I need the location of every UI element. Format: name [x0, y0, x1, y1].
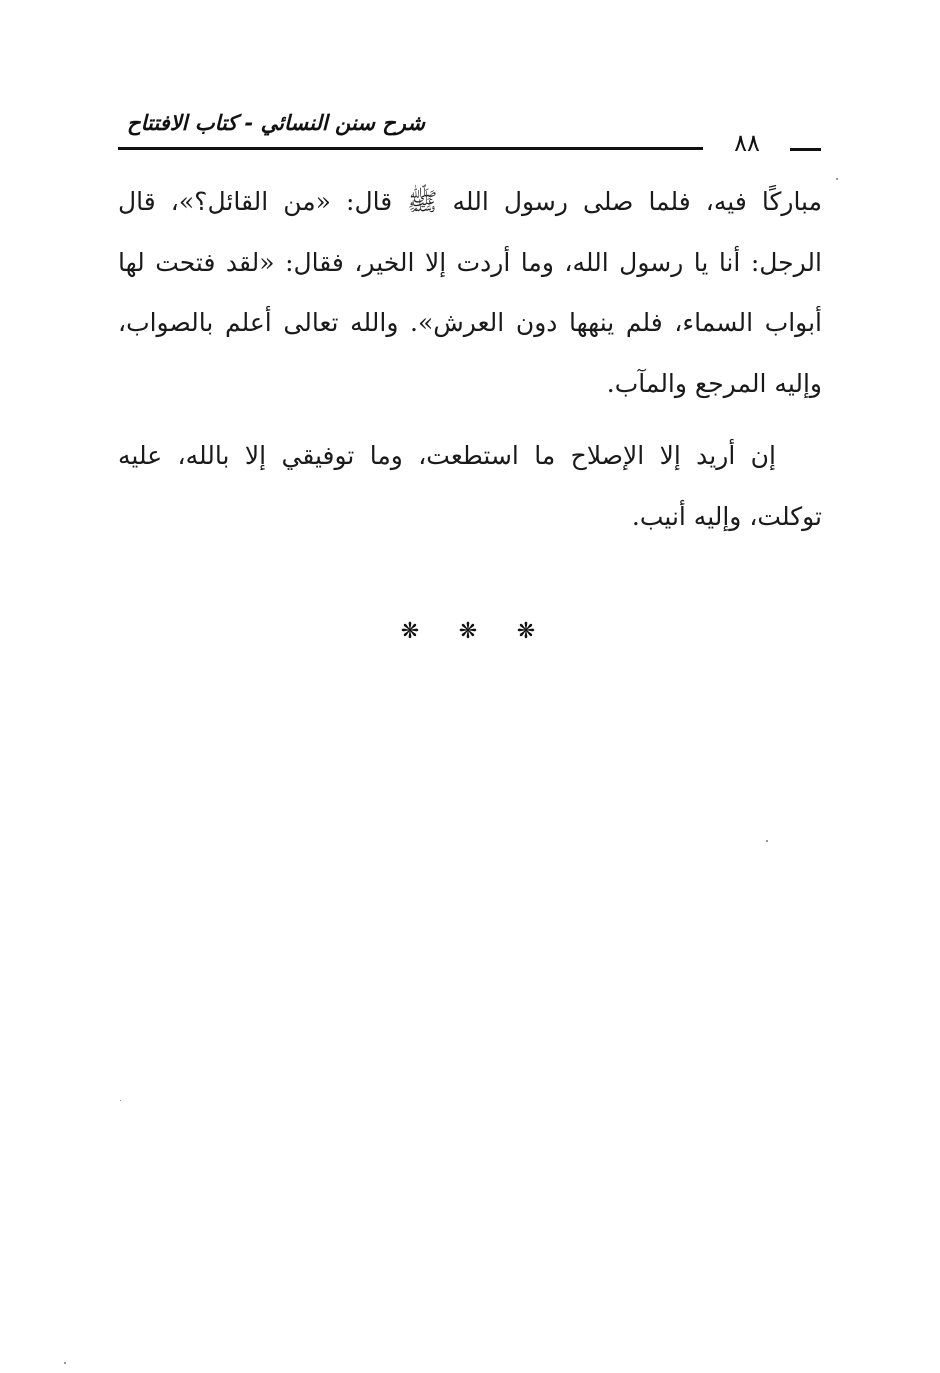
section-end-ornaments	[398, 618, 538, 646]
scan-speck	[64, 1362, 66, 1364]
header-rule	[118, 147, 703, 150]
paragraph: مباركًا فيه، فلما صلى رسول الله ﷺ قال: «من القائل؟»، قال الرجل: أنا يا رسول الله، وما أردت إلا الخير، فقال: «لقد فتحت لها أبواب السماء، فلم ينهها دون العرش». والله تعالى أعلم بالصواب، وإليه المرجع والمآب.	[118, 187, 822, 398]
scan-speck	[766, 840, 768, 842]
ornament-icon: ❋	[458, 619, 478, 644]
scan-speck	[120, 1100, 121, 1101]
scan-speck	[836, 178, 838, 180]
ornament-icon: ❋	[400, 619, 420, 644]
paragraph: إن أريد إلا الإصلاح ما استطعت، وما توفيقي إلا بالله، عليه توكلت، وإليه أنيب.	[118, 441, 822, 531]
header-rule-short	[790, 148, 821, 151]
body-text	[118, 172, 822, 547]
ornament-icon: ❋	[516, 619, 536, 644]
page-number: ٨٨	[734, 129, 760, 157]
running-title: شرح سنن النسائي - كتاب الافتتاح	[127, 111, 425, 135]
